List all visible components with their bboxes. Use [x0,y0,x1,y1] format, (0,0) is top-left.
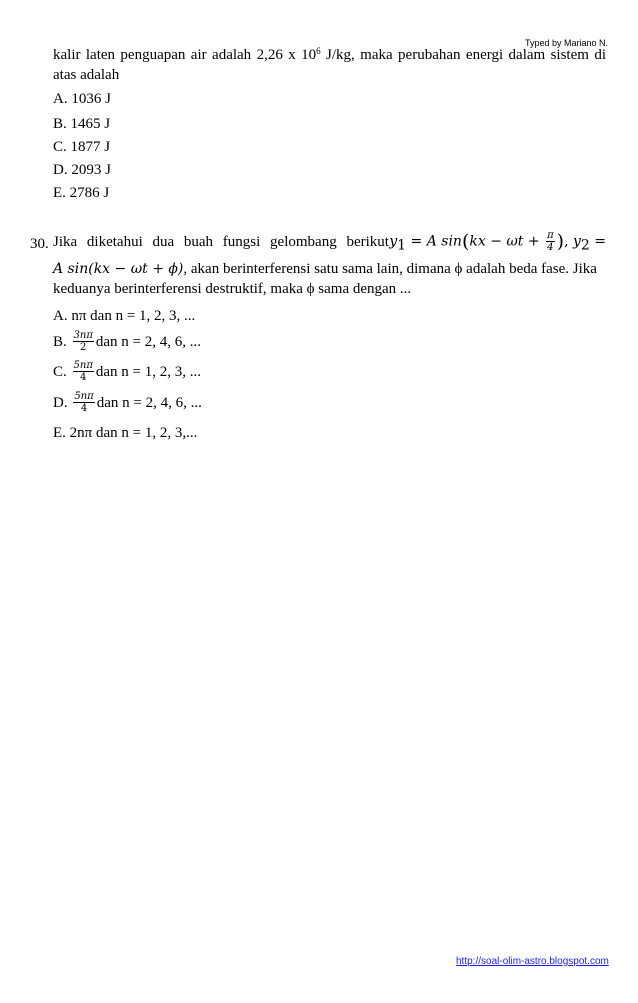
q29-option-b [53,114,110,134]
typed-by-header: Typed by Mariano N. [524,38,608,48]
option-letter: B. [53,333,67,350]
option-fraction [73,391,94,414]
q30-option-a [53,306,195,326]
option-text: 2nπ dan n = 1, 2, 3,... [69,425,198,441]
option-letter: E. [53,185,66,201]
q30-line-2 [53,259,606,279]
comma: , [564,233,573,250]
q30-option-c [53,360,201,383]
option-letter: D. [53,394,68,411]
y1-subscript: 1 [397,237,407,254]
option-letter: D. [53,162,68,178]
option-letter: B. [53,116,67,132]
q29-option-a [53,89,111,109]
q29-text-a: kalir laten penguapan air adalah 2,26 x 10 [53,47,317,63]
pi-over-four [546,230,555,253]
q29-option-c [53,137,110,157]
y1-symbol: y [389,233,398,250]
q30-option-b [53,330,201,353]
frac-denominator: 4 [547,242,554,253]
q30-number: 30. [30,236,49,252]
q30-line-1 [53,230,606,253]
q29-stem [53,45,606,85]
option-letter: E. [53,425,66,441]
q30-line-3: keduanya berinterferensi destruktif, maka ϕ sama dengan ... [53,281,412,297]
y2-symbol: y [572,233,581,250]
option-text: 1036 J [71,91,111,107]
option-text: 1465 J [70,116,111,132]
option-text: dan n = 1, 2, 3, ... [95,363,202,380]
frac-numerator: π [547,230,554,241]
option-letter: A. [53,91,68,107]
option-text: 1877 J [70,139,111,155]
q30-intro: Jika diketahui dua buah fungsi gelombang berikut [53,233,389,250]
close-paren: ) [556,230,565,253]
q30-y1-equation [389,230,606,253]
frac-denominator: 2 [80,342,87,353]
frac-denominator: 4 [80,372,87,383]
footer-link[interactable]: http://soal-olim-astro.blogspot.com [456,956,609,967]
frac-numerator: 3nπ [73,330,93,341]
y2-rhs: A sin(kx − ωt + ϕ) [53,261,184,277]
q29-option-d [53,160,111,180]
option-letter: A. [53,308,68,324]
y2-subscript: 2 [580,237,590,254]
option-fraction [73,360,94,383]
option-text: dan n = 2, 4, 6, ... [96,394,202,411]
q30-rest: , akan berinterferensi satu sama lain, dimana ϕ adalah beda fase. Jika [183,261,597,277]
option-fraction [73,330,94,353]
q30-option-d [53,391,202,414]
y2-equals: = [589,233,606,250]
option-text: 2093 J [71,162,111,178]
y1-argument: kx − ωt + [469,233,545,250]
option-letter: C. [53,363,67,380]
option-text: nπ dan n = 1, 2, 3, ... [71,308,196,324]
option-text: dan n = 2, 4, 6, ... [95,333,202,350]
q29-exponent: 6 [316,46,321,56]
q29-option-e [53,183,109,203]
y1-equals: = A sin [406,233,462,250]
frac-denominator: 4 [80,403,88,414]
frac-numerator: 5nπ [73,360,93,371]
q30-option-e [53,423,197,443]
q29-text-b: J/kg, maka perubahan energi dalam sistem di atas adalah [53,47,606,83]
option-letter: C. [53,139,67,155]
option-text: 2786 J [69,185,110,201]
open-paren: ( [461,230,470,253]
frac-numerator: 5nπ [74,391,94,402]
